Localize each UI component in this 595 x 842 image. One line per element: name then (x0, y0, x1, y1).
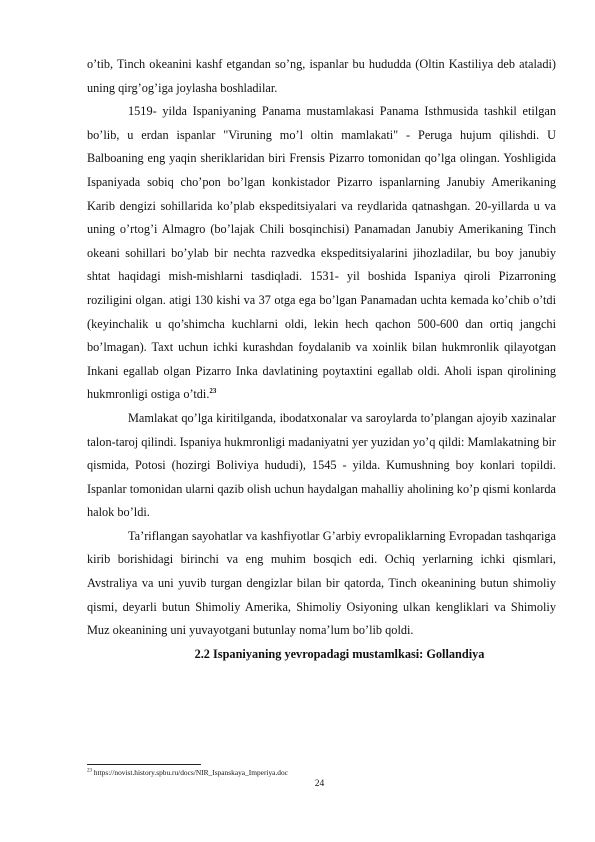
paragraph-2-text: 1519- yilda Ispaniyaning Panama mustamlakasi Panama Isthmusida tashkil etilgan bo’lib, u erdan ispanlar "Viruning mo’l oltin mamlakati" - Peruga hujum qilishdi. U Balboaning eng yaqin sheriklaridan biri Frensis Pizarro tomonidan qo’lga olingan. Yoshligida Ispaniyada sobiq cho’pon bo’lgan konkistador Pizarro ispanlarning Janubiy Amerikaning Karib dengizi sohillarida ko’plab ekspeditsiyalari va reydlarida qatnashgan. 20-yillarda u va uning o’rtog’i Almagro (bo’lajak Chili bosqinchisi) Panamadan Janubiy Amerikaning Tinch okeani sohillari bo’ylab bir nechta razvedka ekspeditsiyalarini jihozladilar, bu boy janubiy shtat haqidagi mish-mishlarni tasdiqladi. 1531- yil boshida Ispaniya qiroli Pizarroning roziligini olgan. atigi 130 kishi va 37 otga ega bo’lgan Panamadan uchta kemada ko’chib o’tdi (keyinchalik u qo’shimcha kuchlarni oldi, lekin hech qachon 500-600 dan ortiq jangchi bo’lmagan). Taxt uchun ichki kurashdan foydalanib va xoinlik bilan hukmronlik qilayotgan Inkani egallab olgan Pizarro Inka davlatining poytaxtini egallab oldi. Aholi ispan qirolining hukmronligi ostiga o’tdi. (87, 104, 556, 402)
footnote-link[interactable]: https://novist.history.spbu.ru/docs/NIR_Ispanskaya_Imperiya.doc (92, 768, 288, 777)
body-text (87, 53, 556, 666)
paragraph-3: Mamlakat qo’lga kiritilganda, ibodatxonalar va saroylarda to’plangan ajoyib xazinalar talon-taroj qilindi. Ispaniya hukmronligi madaniyatni yer yuzidan yo’q qildi: Mamlakatning bir qismida, Potosi (hozirgi Boliviya hududi), 1545 - yilda. Kumushning boy konlari topildi. Ispanlar tomonidan ularni qazib olish uchun haydalgan mahalliy aholining ko’p qismi konlarda halok bo’ldi. (87, 410, 556, 520)
paragraph-1: o’tib, Tinch okeanini kashf etgandan so’ng, ispanlar bu hududda (Oltin Kastiliya deb ataladi) uning qirg’og’iga joylasha boshladilar. (87, 57, 556, 95)
footnote-marker: 23 (87, 768, 92, 774)
page-number: 24 (314, 779, 325, 789)
paragraph-2 (87, 100, 556, 407)
section-heading: 2.2 Ispaniyaning yevropadagi mustamlkasi: Gollandiya (194, 646, 485, 661)
paragraph-4: Ta’riflangan sayohatlar va kashfiyotlar G’arbiy evropaliklarning Evropadan tashqariga kirib borishidagi birinchi va eng muhim bosqich edi. Ochiq yerlarning ichki qismlari, Avstraliya va uni yuvib turgan dengizlar bilan bir qatorda, Tinch okeanining butun shimoliy qismi, deyarli butun Shimoliy Amerika, Shimoliy Osiyoning ulkan kengliklari va Shimoliy Muz okeanining uni yuvayotgani butunlay noma’lum bo’lib qoldi. (87, 528, 556, 638)
footnote-reference[interactable]: 23 (209, 387, 217, 396)
footnote (87, 768, 556, 778)
footnote-separator (87, 764, 201, 765)
